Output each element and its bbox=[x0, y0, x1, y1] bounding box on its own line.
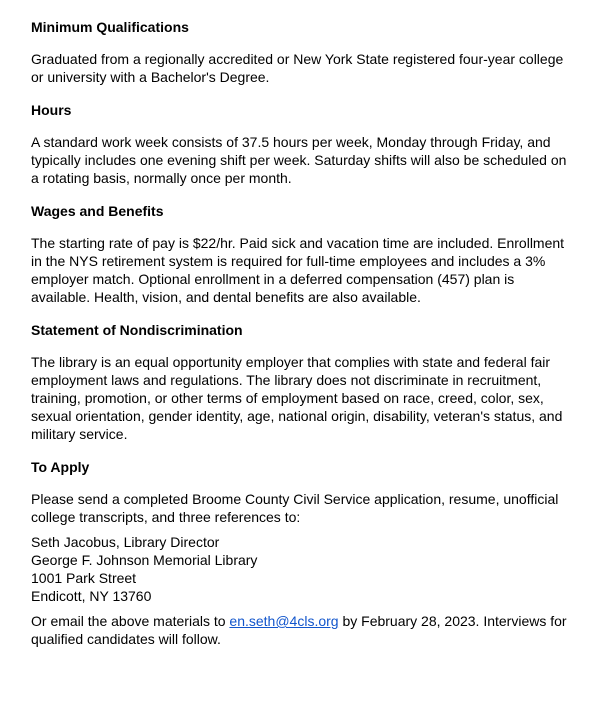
address-street: 1001 Park Street bbox=[31, 570, 137, 586]
address-city: Endicott, NY 13760 bbox=[31, 588, 152, 604]
heading-minimum-qualifications: Minimum Qualifications bbox=[31, 19, 189, 35]
text-line: sexual orientation, gender identity, age, national origin, disability, veteran's status, and bbox=[31, 408, 563, 424]
paragraph-email-instructions bbox=[31, 612, 571, 648]
text-line: employment laws and regulations. The library does not discriminate in recruitment, bbox=[31, 372, 542, 388]
paragraph-hours bbox=[31, 133, 571, 187]
address-organization: George F. Johnson Memorial Library bbox=[31, 552, 258, 568]
text-line: qualified candidates will follow. bbox=[31, 631, 221, 647]
text-line: available. Health, vision, and dental benefits are also available. bbox=[31, 289, 421, 305]
email-prefix-text: Or email the above materials to bbox=[31, 613, 230, 629]
text-line: Please send a completed Broome County Civil Service application, resume, unofficial bbox=[31, 491, 559, 507]
email-link[interactable]: en.seth@4cls.org bbox=[229, 613, 339, 629]
text-line: in the NYS retirement system is required for full-time employees and includes a 3% bbox=[31, 253, 546, 269]
document-content bbox=[31, 18, 571, 648]
text-line: or university with a Bachelor's Degree. bbox=[31, 69, 270, 85]
address-name: Seth Jacobus, Library Director bbox=[31, 534, 220, 550]
text-line: The library is an equal opportunity employer that complies with state and federal fair bbox=[31, 354, 551, 370]
heading-nondiscrimination: Statement of Nondiscrimination bbox=[31, 322, 243, 338]
heading-hours: Hours bbox=[31, 102, 72, 118]
text-line: Graduated from a regionally accredited or New York State registered four-year college bbox=[31, 51, 564, 67]
text-line: The starting rate of pay is $22/hr. Paid sick and vacation time are included. Enrollment bbox=[31, 235, 565, 251]
paragraph-wages-benefits bbox=[31, 234, 571, 306]
text-line: employer match. Optional enrollment in a deferred compensation (457) plan is bbox=[31, 271, 515, 287]
text-line: college transcripts, and three references to: bbox=[31, 509, 301, 525]
text-line: training, promotion, or other terms of employment based on race, creed, color, sex, bbox=[31, 390, 544, 406]
paragraph-to-apply bbox=[31, 490, 571, 526]
heading-to-apply: To Apply bbox=[31, 459, 90, 475]
heading-wages-benefits: Wages and Benefits bbox=[31, 203, 164, 219]
text-line: military service. bbox=[31, 426, 128, 442]
text-line bbox=[31, 612, 571, 630]
paragraph-nondiscrimination bbox=[31, 353, 571, 443]
text-line: A standard work week consists of 37.5 hours per week, Monday through Friday, and bbox=[31, 134, 551, 150]
paragraph-minimum-qualifications bbox=[31, 50, 571, 86]
text-line: typically includes one evening shift per week. Saturday shifts will also be scheduled on bbox=[31, 152, 567, 168]
email-suffix-text: by February 28, 2023. Interviews for bbox=[338, 613, 567, 629]
mailing-address bbox=[31, 533, 571, 605]
text-line: a rotating basis, normally once per month. bbox=[31, 170, 292, 186]
